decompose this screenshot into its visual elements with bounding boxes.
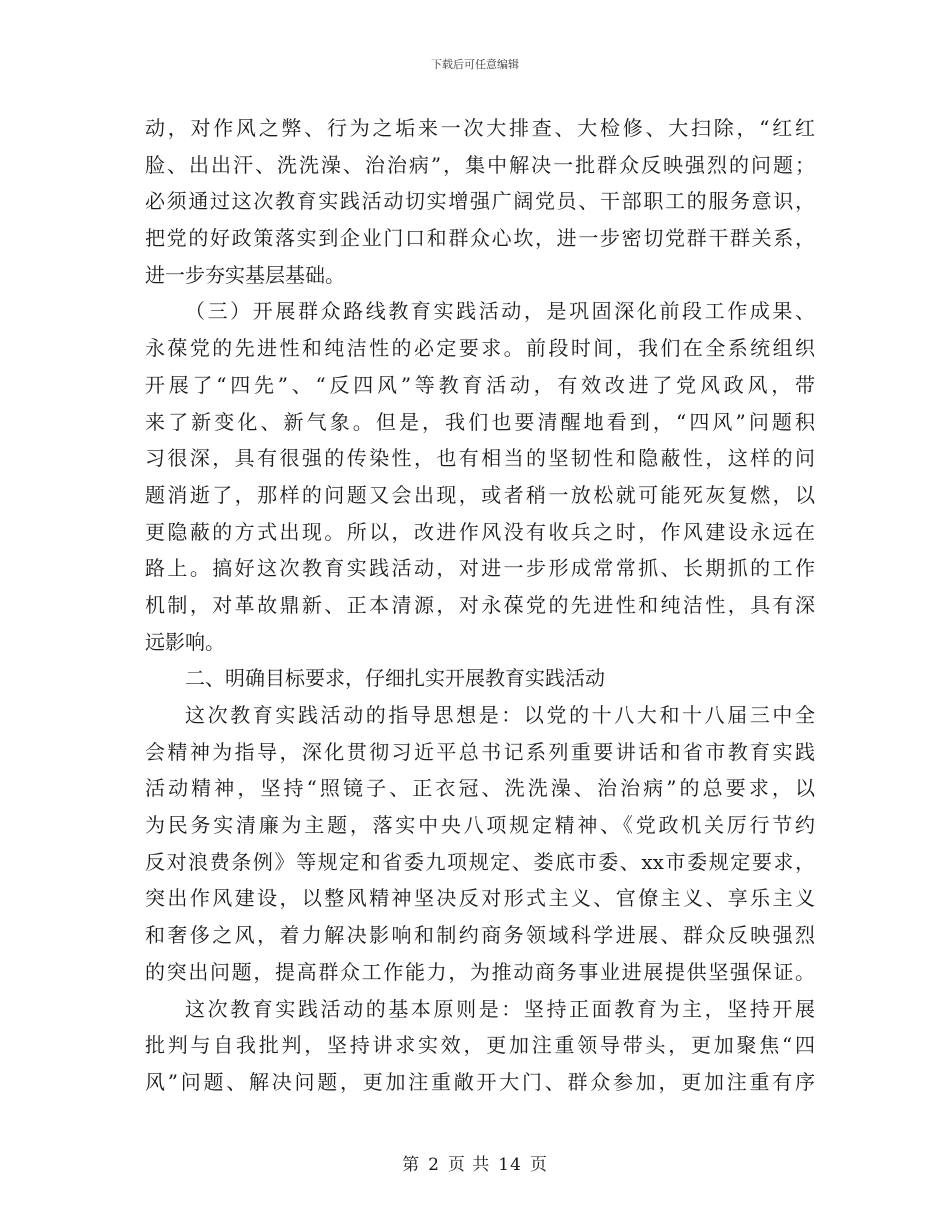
text-line: （三）开展群众路线教育实践活动，是巩固深化前段工作成果、 (185, 299, 815, 324)
text-line: 为民务实清廉为主题，落实中央八项规定精神、《党政机关厉行节约 (145, 813, 815, 838)
text-line: 脸、出出汗、洗洗澡、治治病”，集中解决一批群众反映强烈的问题； (145, 152, 815, 177)
text-line: 更隐蔽的方式出现。所以，改进作风没有收兵之时，作风建设永远在 (145, 519, 815, 544)
footer-page-number: 2 (428, 1155, 440, 1175)
text-line: 反对浪费条例》等规定和省委九项规定、娄底市委、xx市委规定要求， (145, 849, 815, 874)
text-line: 开展了“四先”、“反四风”等教育活动，有效改进了党风政风，带 (145, 372, 815, 397)
document-body (145, 110, 815, 1101)
text-line: 风”问题、解决问题，更加注重敞开大门、群众参加，更加注重有序 (145, 1069, 815, 1094)
text-line: 二、明确目标要求，仔细扎实开展教育实践活动 (185, 666, 605, 691)
text-line: 的突出问题，提高群众工作能力，为推动商务事业进展提供坚强保证。 (145, 959, 815, 984)
text-line: 题消逝了，那样的问题又会出现，或者稍一放松就可能死灰复燃，以 (145, 482, 815, 507)
page-footer (0, 1150, 950, 1175)
text-line: 来了新变化、新气象。但是，我们也要清醒地看到，“四风”问题积 (145, 409, 815, 434)
text-line: 路上。搞好这次教育实践活动，对进一步形成常常抓、长期抓的工作 (145, 556, 815, 581)
text-line: 突出作风建设，以整风精神坚决反对形式主义、官僚主义、享乐主义 (145, 886, 815, 911)
text-line: 进一步夯实基层基础。 (145, 262, 345, 287)
text-line: 这次教育实践活动的指导思想是：以党的十八大和十八届三中全 (185, 703, 815, 727)
text-line: 和奢侈之风，着力解决影响和制约商务领域科学进展、群众反映强烈 (145, 923, 815, 948)
footer-suffix: 页 (529, 1155, 548, 1175)
text-line: 习很深，具有很强的传染性，也有相当的坚韧性和隐蔽性，这样的问 (145, 446, 815, 471)
text-line: 会精神为指导，深化贯彻习近平总书记系列重要讲话和省市教育实践 (145, 739, 815, 764)
text-line: 必须通过这次教育实践活动切实增强广阔党员、干部职工的服务意识， (145, 189, 815, 214)
footer-prefix: 第 (402, 1155, 421, 1175)
text-line: 这次教育实践活动的基本原则是：坚持正面教育为主，坚持开展 (185, 996, 815, 1021)
footer-total-pages: 14 (498, 1155, 522, 1175)
page-header-note: 下载后可任意编辑 (431, 58, 519, 71)
text-line: 批判与自我批判，坚持讲求实效，更加注重领导带头，更加聚焦“四 (145, 1033, 815, 1058)
text-line: 机制，对革故鼎新、正本清源，对永葆党的先进性和纯洁性，具有深 (145, 592, 815, 617)
footer-middle: 页 共 (447, 1155, 491, 1175)
text-line: 动，对作风之弊、行为之垢来一次大排查、大检修、大扫除，“红红 (145, 116, 815, 140)
text-line: 把党的好政策落实到企业门口和群众心坎，进一步密切党群干群关系， (145, 226, 815, 251)
text-line: 活动精神，坚持“照镜子、正衣冠、洗洗澡、治治病”的总要求，以 (145, 776, 815, 801)
text-line: 远影响。 (145, 629, 225, 654)
text-line: 永葆党的先进性和纯洁性的必定要求。前段时间，我们在全系统组织 (145, 336, 815, 361)
